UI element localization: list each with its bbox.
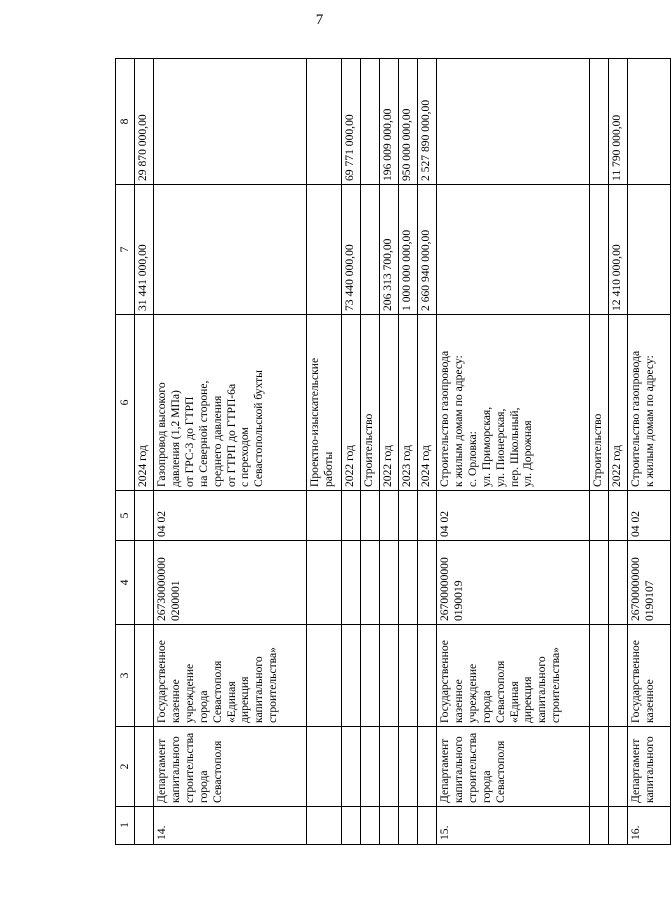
cell-col-5 — [342, 491, 361, 541]
cell-col-5: 04 02 — [154, 491, 307, 541]
cell-line: «Единая — [507, 681, 521, 723]
cell-col-2 — [609, 727, 628, 807]
table-row — [418, 59, 437, 845]
cell-col-2 — [361, 727, 380, 807]
cell-col-2 — [342, 727, 361, 807]
cell-line: строительства» — [549, 647, 563, 723]
cell-col-8: 196 009 000,00 — [380, 59, 399, 185]
cell-line: Строительство газопровода — [629, 350, 642, 487]
cell-line: к жилым домам по адресу: — [642, 355, 656, 487]
cell-col-3 — [342, 625, 361, 727]
cell-line: «Единая — [224, 681, 238, 723]
cell-col-3 — [628, 625, 671, 727]
cell-col-8 — [628, 59, 671, 185]
cell-col-4 — [342, 541, 361, 625]
cell-col-6 — [628, 315, 671, 491]
cell-col-1 — [135, 807, 154, 845]
cell-col-4 — [135, 541, 154, 625]
table-row — [628, 59, 671, 845]
table-row — [307, 59, 342, 845]
header-cell-2: 2 — [116, 727, 135, 807]
cell-col-3 — [399, 625, 418, 727]
cell-col-6: Строительство — [361, 315, 380, 491]
cell-col-2 — [590, 727, 609, 807]
cell-col-5 — [418, 491, 437, 541]
cell-line: ул. Приморская, — [479, 406, 493, 487]
cell-line: 0190107 — [642, 580, 656, 621]
cell-col-3 — [307, 625, 342, 727]
cell-col-5: 04 02 — [437, 491, 590, 541]
cell-col-7: 2 660 940 000,00 — [418, 185, 437, 315]
table-row — [437, 59, 590, 845]
cell-line: Газопровод высокого — [155, 382, 168, 487]
cell-line: к жилым домам по адресу: — [451, 355, 465, 487]
cell-col-5 — [380, 491, 399, 541]
header-cell-7: 7 — [116, 185, 135, 315]
cell-line: дирекция — [238, 676, 252, 723]
cell-col-1 — [609, 807, 628, 845]
cell-line: давления (1,2 МПа) — [168, 390, 182, 487]
cell-col-5 — [135, 491, 154, 541]
cell-col-7 — [437, 185, 590, 315]
cell-col-3 — [437, 625, 590, 727]
cell-col-7 — [590, 185, 609, 315]
cell-line: ул. Пионерская, — [493, 408, 507, 487]
cell-line: ул. Дорожная — [521, 420, 535, 487]
cell-col-7: 1 000 000 000,00 — [399, 185, 418, 315]
cell-col-6: 2024 год — [135, 315, 154, 491]
cell-line: города — [196, 690, 210, 723]
cell-col-3 — [418, 625, 437, 727]
cell-line: с. Орловка: — [465, 431, 479, 487]
cell-line: среднего давления — [210, 395, 224, 487]
cell-col-2 — [437, 727, 590, 807]
cell-line: Севастопольской бухты — [252, 370, 266, 487]
cell-col-8: 950 000 000,00 — [399, 59, 418, 185]
header-cell-4: 4 — [116, 541, 135, 625]
cell-col-5 — [590, 491, 609, 541]
cell-line: учреждение — [465, 663, 479, 723]
cell-line: города — [196, 770, 210, 803]
cell-col-1 — [342, 807, 361, 845]
cell-col-3 — [154, 625, 307, 727]
cell-col-8: 69 771 000,00 — [342, 59, 361, 185]
cell-col-5 — [399, 491, 418, 541]
cell-col-6: 2022 год — [342, 315, 361, 491]
cell-col-6 — [437, 315, 590, 491]
cell-col-4 — [307, 541, 342, 625]
cell-col-7: 73 440 000,00 — [342, 185, 361, 315]
cell-line: капитального — [252, 656, 266, 723]
table-body — [116, 59, 671, 845]
cell-col-7 — [154, 185, 307, 315]
cell-line: Департамент — [438, 738, 451, 803]
rotated-table-wrapper — [115, 59, 656, 845]
cell-col-5: 04 02 — [628, 491, 671, 541]
cell-line: Севастополя — [210, 740, 224, 803]
table-row — [380, 59, 399, 845]
table-row — [609, 59, 628, 845]
cell-col-1: 14. — [154, 807, 307, 845]
cell-line: учреждение — [182, 663, 196, 723]
header-cell-8: 8 — [116, 59, 135, 185]
cell-col-2 — [135, 727, 154, 807]
cell-line: 0190019 — [451, 580, 465, 621]
cell-col-4 — [418, 541, 437, 625]
table-row — [361, 59, 380, 845]
cell-col-2 — [380, 727, 399, 807]
cell-line: дирекция — [521, 676, 535, 723]
cell-line: от ГТРП до ГТРП-6а — [224, 383, 238, 487]
cell-col-3 — [361, 625, 380, 727]
cell-col-4 — [399, 541, 418, 625]
cell-col-1 — [307, 807, 342, 845]
cell-line: работы — [321, 451, 335, 487]
table-row — [135, 59, 154, 845]
cell-col-6 — [154, 315, 307, 491]
cell-col-4 — [437, 541, 590, 625]
cell-line: Строительство газопровода — [438, 350, 451, 487]
cell-col-2 — [628, 727, 671, 807]
cell-col-7: 206 313 700,00 — [380, 185, 399, 315]
table-row — [342, 59, 361, 845]
header-cell-3: 3 — [116, 625, 135, 727]
cell-col-5 — [609, 491, 628, 541]
cell-line: капитального — [535, 656, 549, 723]
cell-line: казенное — [642, 679, 656, 723]
cell-col-4 — [590, 541, 609, 625]
cell-col-6: Строительство — [590, 315, 609, 491]
cell-col-5 — [307, 491, 342, 541]
cell-col-4 — [380, 541, 399, 625]
cell-col-8: 2 527 890 000,00 — [418, 59, 437, 185]
cell-col-6 — [307, 315, 342, 491]
cell-col-7: 12 410 000,00 — [609, 185, 628, 315]
cell-line: на Северной стороне, — [196, 380, 210, 487]
cell-col-8 — [437, 59, 590, 185]
cell-col-6: 2022 год — [609, 315, 628, 491]
cell-col-2 — [418, 727, 437, 807]
cell-line: Севастополя — [210, 660, 224, 723]
header-cell-5: 5 — [116, 491, 135, 541]
cell-col-7: 31 441 000,00 — [135, 185, 154, 315]
cell-col-7 — [361, 185, 380, 315]
cell-col-1: 15. — [437, 807, 590, 845]
header-cell-1: 1 — [116, 807, 135, 845]
cell-col-8 — [307, 59, 342, 185]
cell-col-3 — [590, 625, 609, 727]
header-row — [116, 59, 135, 845]
cell-col-1: 16. — [628, 807, 671, 845]
cell-col-1 — [399, 807, 418, 845]
cell-col-7 — [307, 185, 342, 315]
cell-col-8: 29 870 000,00 — [135, 59, 154, 185]
cell-line: 0200001 — [168, 580, 182, 621]
cell-line: города — [479, 770, 493, 803]
cell-col-7 — [628, 185, 671, 315]
cell-line: Севастополя — [493, 660, 507, 723]
cell-line: с переходом — [238, 427, 252, 487]
cell-line: Департамент — [155, 738, 168, 803]
cell-line: города — [479, 690, 493, 723]
cell-line: 26730000000 — [155, 557, 168, 621]
cell-col-8: 11 790 000,00 — [609, 59, 628, 185]
cell-col-1 — [418, 807, 437, 845]
page-number: 7 — [315, 12, 324, 28]
cell-col-5 — [361, 491, 380, 541]
cell-line: от ГРС-3 до ГТРП — [182, 396, 196, 487]
cell-col-2 — [399, 727, 418, 807]
table-row — [399, 59, 418, 845]
cell-col-4 — [609, 541, 628, 625]
cell-line: Проектно-изыскательские — [308, 357, 321, 487]
header-cell-6: 6 — [116, 315, 135, 491]
cell-line: капитального — [451, 736, 465, 803]
cell-col-1 — [380, 807, 399, 845]
cell-col-3 — [609, 625, 628, 727]
cell-line: капитального — [642, 736, 656, 803]
cell-col-6: 2024 год — [418, 315, 437, 491]
cell-col-6: 2023 год — [399, 315, 418, 491]
cell-col-2 — [154, 727, 307, 807]
cell-col-4 — [154, 541, 307, 625]
cell-col-3 — [380, 625, 399, 727]
cell-line: Государственное — [629, 640, 642, 723]
cell-col-8 — [361, 59, 380, 185]
cell-col-6: 2022 год — [380, 315, 399, 491]
cell-col-3 — [135, 625, 154, 727]
cell-line: казенное — [451, 679, 465, 723]
cell-line: 26700000000 — [438, 557, 451, 621]
cell-line: Севастополя — [493, 740, 507, 803]
cell-col-8 — [590, 59, 609, 185]
cell-line: строительства — [182, 732, 196, 803]
cell-line: 26700000000 — [629, 557, 642, 621]
cell-col-4 — [361, 541, 380, 625]
cell-line: Государственное — [438, 640, 451, 723]
cell-col-4 — [628, 541, 671, 625]
cell-line: пер. Школьный, — [507, 407, 521, 487]
table-row — [590, 59, 609, 845]
cell-col-8 — [154, 59, 307, 185]
cell-line: капитального — [168, 736, 182, 803]
cell-line: казенное — [168, 679, 182, 723]
cell-line: Государственное — [155, 640, 168, 723]
cell-col-1 — [361, 807, 380, 845]
cell-col-1 — [590, 807, 609, 845]
cell-col-2 — [307, 727, 342, 807]
budget-table — [115, 58, 671, 845]
table-row — [154, 59, 307, 845]
cell-line: Департамент — [629, 738, 642, 803]
cell-line: строительства» — [266, 647, 280, 723]
cell-line: строительства — [465, 732, 479, 803]
